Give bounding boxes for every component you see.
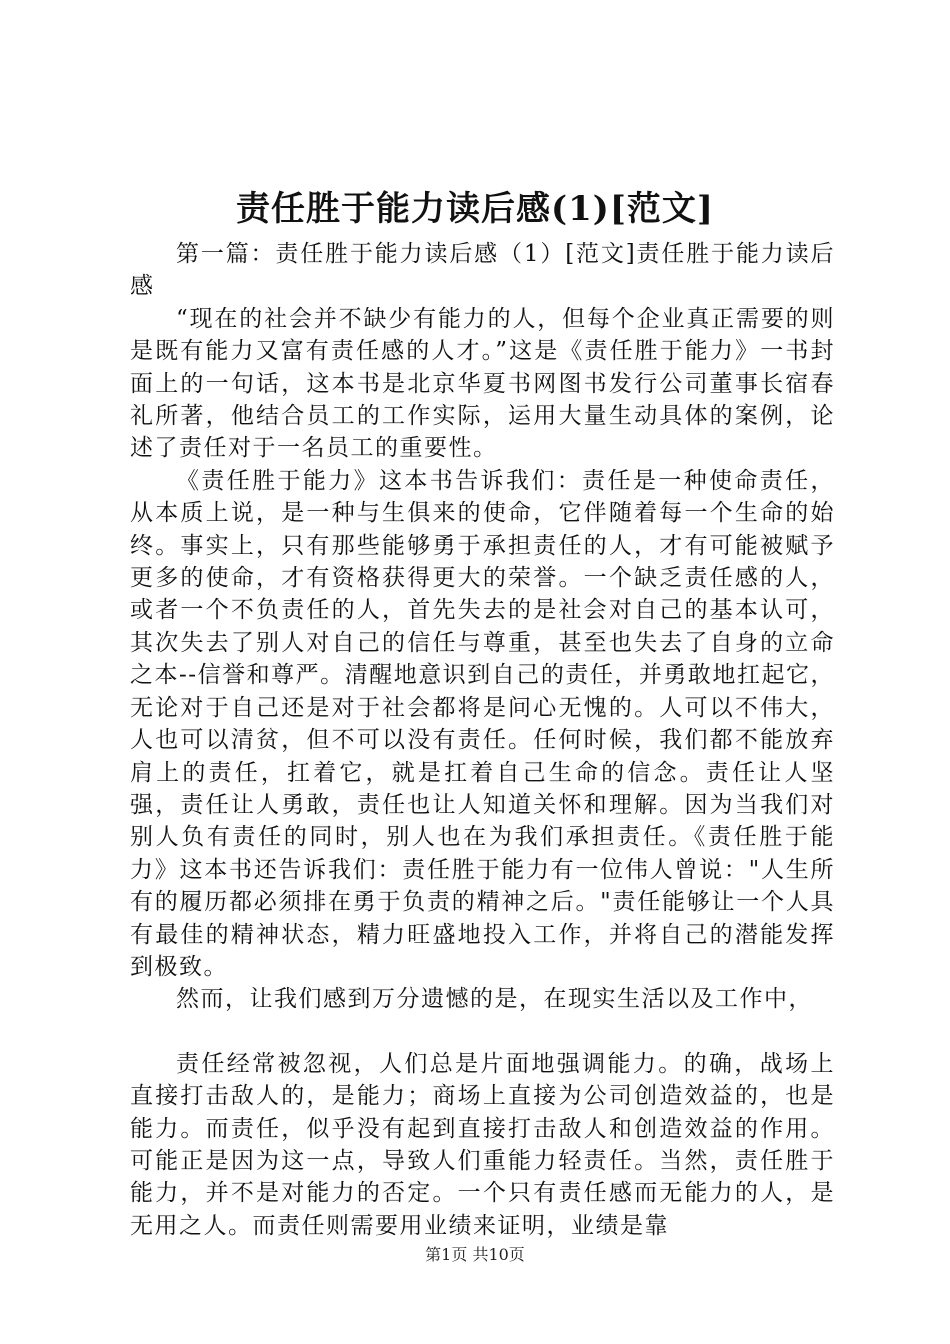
page-number-footer: 第1页 共10页 [425, 1245, 525, 1264]
document-title: 责任胜于能力读后感(1)[范文] [235, 189, 714, 229]
document-body [130, 238, 835, 1242]
paragraph-4: 然而，让我们感到万分遗憾的是，在现实生活以及工作中， [176, 986, 813, 1013]
paragraph-3: 《责任胜于能力》这本书告诉我们：责任是一种使命责任，从本质上说，是一种与生俱来的使命，它伴随着每一个生命的始终。事实上，只有那些能够勇于承担责任的人，才有可能被赋予更多的使命，才有资格获得更大的荣誉。一个缺乏责任感的人，或者一个不负责任的人，首先失去的是社会对自己的基本认可，其次失去了别人对自己的信任与尊重，甚至也失去了自身的立命之本--信誉和尊严。清醒地意识到自己的责任，并勇敢地扛起它，无论对于自己还是对于社会都将是问心无愧的。人可以不伟大，人也可以清贫，但不可以没有责任。任何时候，我们都不能放弃肩上的责任，扛着它，就是扛着自己生命的信念。责任让人坚强，责任让人勇敢，责任也让人知道关怀和理解。因为当我们对别人负有责任的同时，别人也在为我们承担责任。《责任胜于能力》这本书还告诉我们：责任胜于能力有一位伟人曾说："人生所有的履历都必须排在勇于负责的精神之后。"责任能够让一个人具有最佳的精神状态，精力旺盛地投入工作，并将自己的潜能发挥到极致。 [130, 467, 835, 980]
paragraph-2: “现在的社会并不缺少有能力的人，但每个企业真正需要的则是既有能力又富有责任感的人才。”这是《责任胜于能力》一书封面上的一句话，这本书是北京华夏书网图书发行公司董事长宿春礼所著，他结合员工的工作实际，运用大量生动具体的案例，论述了责任对于一名员工的重要性。 [130, 305, 835, 462]
paragraph-5: 责任经常被忽视，人们总是片面地强调能力。的确，战场上直接打击敌人的，是能力；商场上直接为公司创造效益的，也是能力。而责任，似乎没有起到直接打击敌人和创造效益的作用。可能正是因为这一点，导致人们重能力轻责任。当然，责任胜于能力，并不是对能力的否定。一个只有责任感而无能力的人，是无用之人。而责任则需要用业绩来证明，业绩是靠 [130, 1050, 835, 1239]
paragraph-1: 第一篇：责任胜于能力读后感（1）[范文]责任胜于能力读后感 [130, 241, 835, 300]
